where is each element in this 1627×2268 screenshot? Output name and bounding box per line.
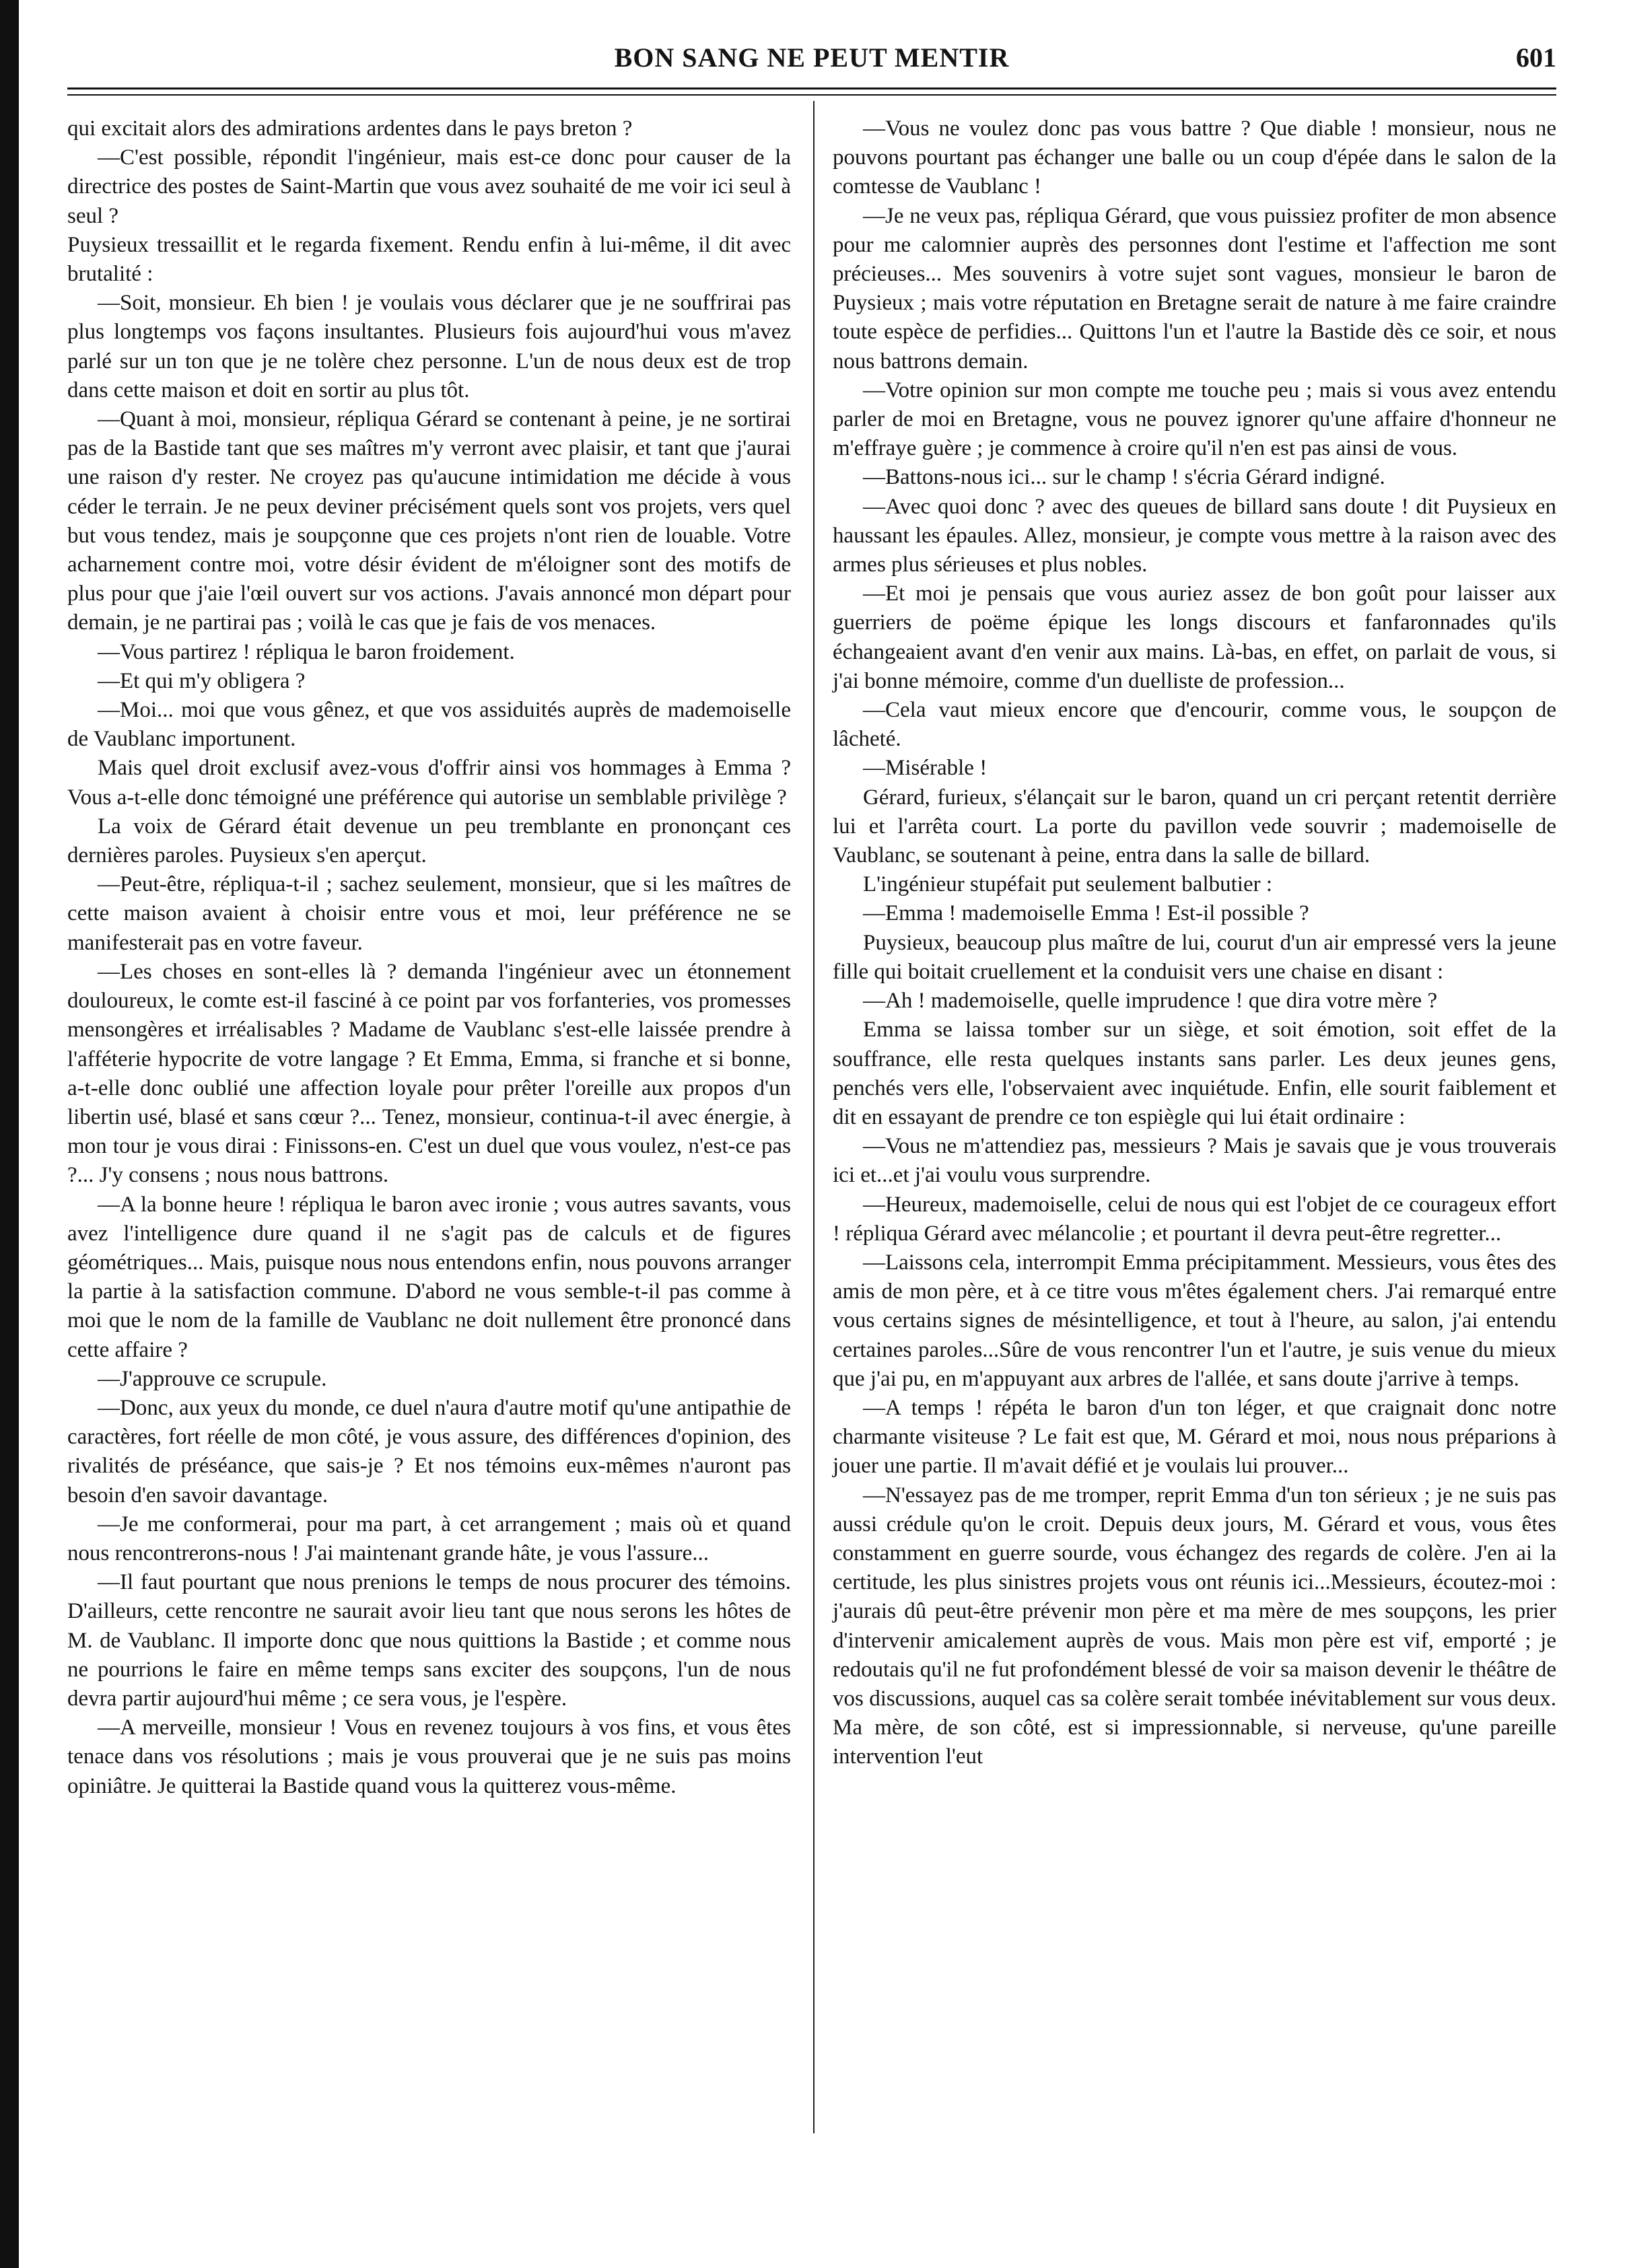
paragraph: L'ingénieur stupéfait put seulement balbutier : — [863, 872, 1273, 897]
paragraph: —Ah ! mademoiselle, quelle imprudence ! que dira votre mère ? — [863, 989, 1438, 1014]
paragraph: —Vous ne voulez donc pas vous battre ? Que diable ! monsieur, nous ne pouvons pourtant pas échanger une balle ou un coup d'épée dans le salon de la comtesse de Vaublanc ! — [833, 116, 1556, 199]
paragraph: Puysieux tressaillit et le regarda fixement. Rendu enfin à lui-même, il dit avec brutalité : — [67, 232, 791, 287]
paragraph: —Peut-être, répliqua-t-il ; sachez seulement, monsieur, que si les maîtres de cette maison avaient à choisir entre vous et moi, leur préférence ne se manifesterait pas en votre faveur. — [67, 872, 791, 955]
paragraph: —Et moi je pensais que vous auriez assez de bon goût pour laisser aux guerriers de poëme épique les longs discours et fanfaronnades qu'ils échangeaient avant d'en venir aux mains. Là-bas, en effet, on parlait de vous, si j'ai bonne mémoire, comme d'un duelliste de profession... — [833, 581, 1556, 693]
paragraph: —Quant à moi, monsieur, répliqua Gérard se contenant à peine, je ne sortirai pas de la Bastide tant que ses maîtres m'y verront avec plaisir, et tant que j'aurai une raison d'y rester. Ne croyez pas qu'aucune intimidation me décide à vous céder le terrain. Je ne peux deviner précisément quels sont vos projets, vers quel but vous tendez, mais je soupçonne que ces projets n'ont rien de louable. Votre acharnement contre moi, votre désir évident de m'éloigner sont des motifs de plus pour que j'aie l'œil ouvert sur vos actions. J'avais annoncé mon départ pour demain, je ne partirai pas ; voilà le cas que je fais de vos menaces. — [67, 407, 791, 635]
left-column — [67, 114, 791, 1801]
paragraph: —Battons-nous ici... sur le champ ! s'écria Gérard indigné. — [863, 465, 1385, 490]
paragraph: La voix de Gérard était devenue un peu tremblante en prononçant ces dernières paroles. Puysieux s'en aperçut. — [67, 814, 791, 868]
paragraph: —Je me conformerai, pour ma part, à cet arrangement ; mais où et quand nous rencontrerons-nous ! J'ai maintenant grande hâte, je vous l'assure... — [67, 1512, 791, 1565]
scan-edge-bar — [0, 0, 19, 2268]
paragraph: —Vous ne m'attendiez pas, messieurs ? Mais je savais que je vous trouverais ici et...et j'ai voulu vous surprendre. — [833, 1134, 1556, 1188]
paragraph: —A merveille, monsieur ! Vous en revenez toujours à vos fins, et vous êtes tenace dans vos résolutions ; mais je vous prouverai que je ne suis pas moins opiniâtre. Je quitterai la Bastide quand vous la quitterez vous-même. — [67, 1715, 791, 1798]
paragraph: —Votre opinion sur mon compte me touche peu ; mais si vous avez entendu parler de moi en Bretagne, vous ne pouvez ignorer qu'une affaire d'honneur ne m'effraye guère ; je commence à croire qu'il n'en est pas ainsi de vous. — [833, 378, 1556, 461]
paragraph: —Emma ! mademoiselle Emma ! Est-il possible ? — [863, 901, 1309, 926]
paragraph: —Et qui m'y obligera ? — [98, 668, 306, 693]
paragraph: —N'essayez pas de me tromper, reprit Emma d'un ton sérieux ; je ne suis pas aussi crédule qu'on le croit. Depuis deux jours, M. Gérard et vous, vous êtes constamment en guerre sourde, vous échangez des regards de colère. J'en ai la certitude, les plus sinistres projets vous ont réunis ici...Messieurs, écoutez-moi : j'aurais dû peut-être prévenir mon père et ma mère de mes soupçons, les prier d'intervenir amicalement auprès de vous. Mais mon père est vif, emporté ; je redoutais qu'il ne fut profondément blessé de voir sa maison devenir le théâtre de vos discussions, auquel cas sa colère serait tombée inévitablement sur vous deux. Ma mère, de son côté, est si impressionnable, si nerveuse, qu'une pareille intervention l'eut — [833, 1483, 1556, 1769]
paragraph: —Il faut pourtant que nous prenions le temps de nous procurer des témoins. D'ailleurs, cette rencontre ne saurait avoir lieu tant que nous serons les hôtes de M. de Vaublanc. Il importe donc que nous quittions la Bastide ; et comme nous ne pourrions le faire en même temps sans exciter des soupçons, l'un de nous devra partir aujourd'hui même ; ce sera vous, je l'espère. — [67, 1570, 791, 1711]
paragraph: —A temps ! répéta le baron d'un ton léger, et que craignait donc notre charmante visiteuse ? Le fait est que, M. Gérard et moi, nous nous préparions à jouer une partie. Il m'avait défié et je voulais lui prouver... — [833, 1395, 1556, 1479]
paragraph: —Moi... moi que vous gênez, et que vos assiduités auprès de mademoiselle de Vaublanc importunent. — [67, 698, 791, 752]
column-divider — [813, 101, 815, 2133]
paragraph: Puysieux, beaucoup plus maître de lui, courut d'un air empressé vers la jeune fille qui boitait cruellement et la conduisit vers une chaise en disant : — [833, 930, 1556, 984]
paragraph: Gérard, furieux, s'élançait sur le baron, quand un cri perçant retentit derrière lui et l'arrêta court. La porte du pavillon vede souvrir ; mademoiselle de Vaublanc, se soutenant à peine, entra dans la salle de billard. — [833, 785, 1556, 868]
paragraph: —A la bonne heure ! répliqua le baron avec ironie ; vous autres savants, vous avez l'intelligence dure quand il ne s'agit pas de calculs et de figures géométriques... Mais, puisque nous nous entendons enfin, nous pouvons arranger la partie à la satisfaction commune. D'abord ne vous semble-t-il pas comme à moi que le nom de la famille de Vaublanc ne doit nullement être prononcé dans cette affaire ? — [67, 1192, 791, 1362]
paragraph: —J'approuve ce scrupule. — [98, 1366, 327, 1391]
paragraph: —Heureux, mademoiselle, celui de nous qui est l'objet de ce courageux effort ! répliqua Gérard avec mélancolie ; et pourtant il devra peut-être regretter... — [833, 1192, 1556, 1246]
page-number: 601 — [1516, 42, 1556, 73]
paragraph: Emma se laissa tomber sur un siège, et soit émotion, soit effet de la souffrance, elle resta quelques instants sans parler. Les deux jeunes gens, penchés vers elle, l'observaient avec inquiétude. Enfin, elle sourit faiblement et dit en essayant de prendre ce ton espiègle qui lui était ordinaire : — [833, 1018, 1556, 1129]
paragraph: —Soit, monsieur. Eh bien ! je voulais vous déclarer que je ne souffrirai pas plus longtemps vos façons insultantes. Plusieurs fois aujourd'hui vous m'avez parlé sur un ton que je ne tolère chez personne. L'un de nous deux est de trop dans cette maison et doit en sortir au plus tôt. — [67, 291, 791, 402]
paragraph: —Laissons cela, interrompit Emma précipitamment. Messieurs, vous êtes des amis de mon père, et à ce titre vous m'êtes également chers. J'ai remarqué entre vous certains signes de mésintelligence, et tout à l'heure, au salon, j'ai entendu certaines paroles...Sûre de vous rencontrer l'un et l'autre, je suis venue du mieux que j'ai pu, en m'appuyant aux arbres de l'allée, et sans doute j'arrive à temps. — [833, 1250, 1556, 1391]
paragraph: —Donc, aux yeux du monde, ce duel n'aura d'autre motif qu'une antipathie de caractères, fort réelle de mon côté, je vous assure, des différences d'opinion, des rivalités de préséance, que sais-je ? Et nos témoins eux-mêmes n'auront pas besoin d'en savoir davantage. — [67, 1395, 791, 1508]
header-rule-thin — [67, 94, 1556, 96]
paragraph: —C'est possible, répondit l'ingénieur, mais est-ce donc pour causer de la directrice des postes de Saint-Martin que vous avez souhaité de me voir ici seul à seul ? — [67, 145, 791, 228]
paragraph: —Je ne veux pas, répliqua Gérard, que vous puissiez profiter de mon absence pour me calomnier auprès des personnes dont l'estime et l'affection me sont précieuses... Mes souvenirs à votre sujet sont vagues, monsieur le baron de Puysieux ; mais votre réputation en Bretagne serait de nature à me faire craindre toute espèce de perfidies... Quittons l'un et l'autre la Bastide dès ce soir, et nous nous battrons demain. — [833, 203, 1556, 374]
running-header — [67, 32, 1556, 79]
paragraph: Mais quel droit exclusif avez-vous d'offrir ainsi vos hommages à Emma ? Vous a-t-elle donc témoigné une préférence qui autorise un semblable privilège ? — [67, 756, 791, 810]
paragraph: —Cela vaut mieux encore que d'encourir, comme vous, le soupçon de lâcheté. — [833, 698, 1556, 752]
right-column — [833, 114, 1556, 1772]
paragraph: —Vous partirez ! répliqua le baron froidement. — [98, 639, 515, 664]
paragraph: qui excitait alors des admirations ardentes dans le pays breton ? — [67, 116, 633, 141]
paragraph: —Misérable ! — [863, 756, 988, 781]
paragraph: —Les choses en sont-elles là ? demanda l'ingénieur avec un étonnement douloureux, le comte est-il fasciné à ce point par vos forfanteries, vos promesses mensongères et irréalisables ? Madame de Vaublanc s'est-elle laissée prendre à l'afféterie hypocrite de votre langage ? Et Emma, Emma, si franche et si bonne, a-t-elle donc oublié une affection loyale pour prêter l'oreille aux propos d'un libertin usé, blasé et sans cœur ?... Tenez, monsieur, continua-t-il avec énergie, à mon tour je vous dirai : Finissons-en. C'est un duel que vous voulez, n'est-ce pas ?... J'y consens ; nous nous battrons. — [67, 959, 791, 1188]
header-rule-thick — [67, 87, 1556, 90]
running-title: BON SANG NE PEUT MENTIR — [614, 42, 1010, 73]
paragraph: —Avec quoi donc ? avec des queues de billard sans doute ! dit Puysieux en haussant les épaules. Allez, monsieur, je compte vous mettre à la raison avec des armes plus sérieuses et plus nobles. — [833, 494, 1556, 577]
